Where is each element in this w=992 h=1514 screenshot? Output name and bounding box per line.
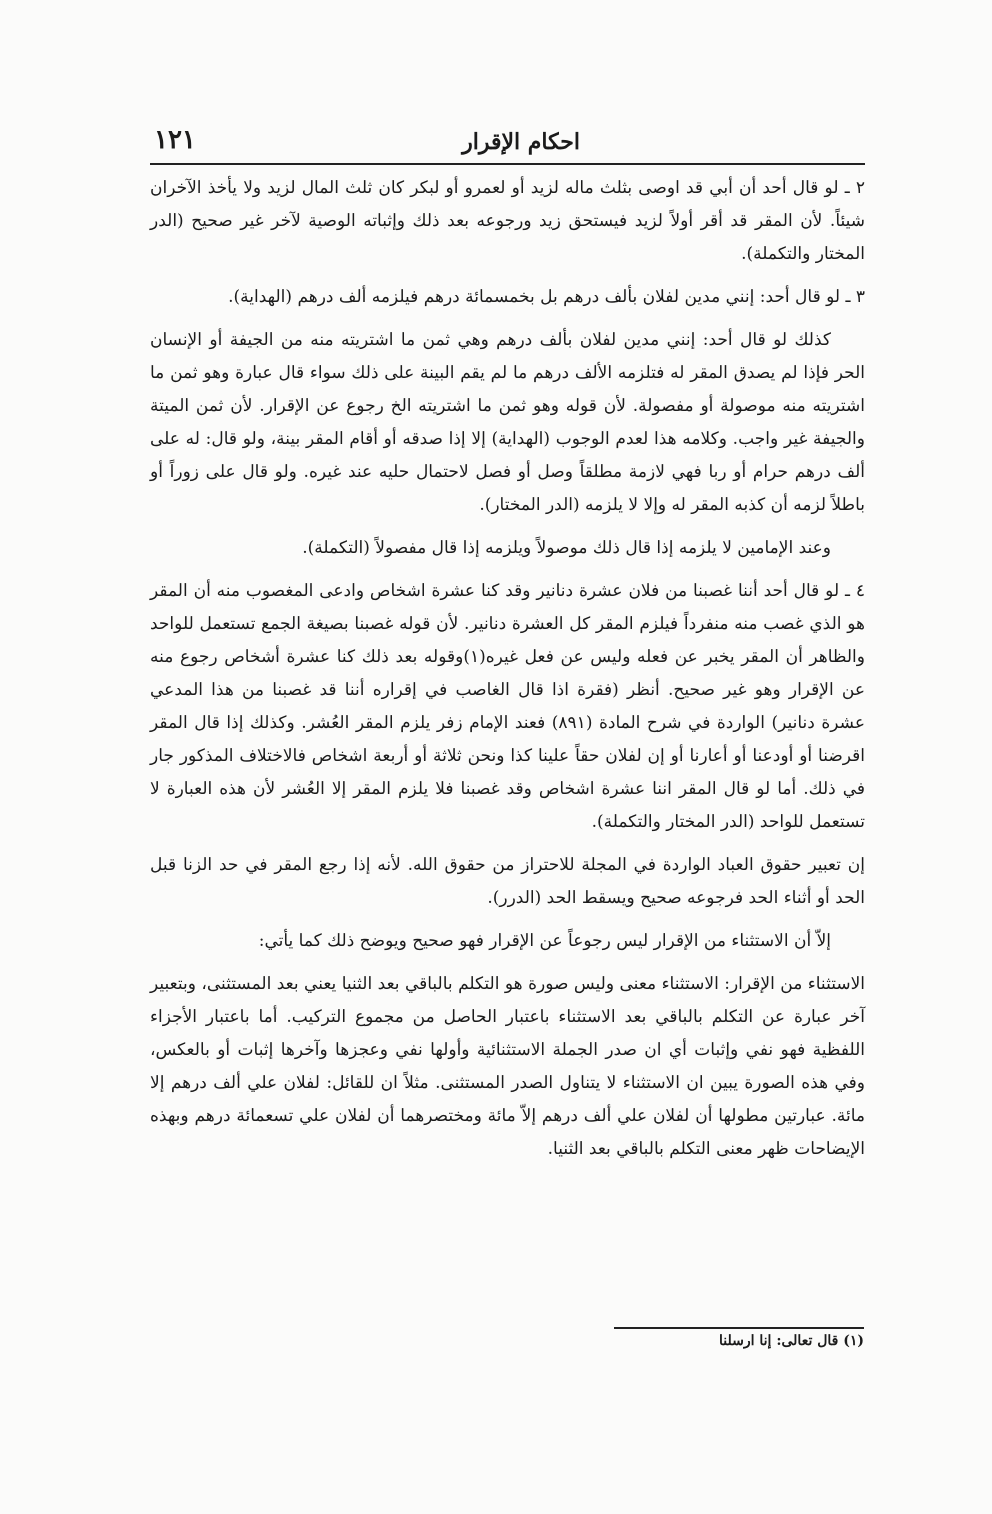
running-title: احكام الإقرار [462, 129, 580, 155]
page-number: ١٢١ [154, 125, 196, 155]
footnote: (١) قال تعالى: إنا ارسلنا [719, 1333, 864, 1349]
paragraph-two-imams: وعند الإمامين لا يلزمه إذا قال ذلك موصولاً ويلزمه إذا قال مفصولاً (التكملة). [302, 538, 831, 558]
body-text [150, 172, 865, 1176]
footnote-rule [614, 1327, 864, 1329]
page-header [150, 125, 865, 165]
paragraph-price-of-carrion: كذلك لو قال أحد: إنني مدين لفلان بألف درهم وهي ثمن ما اشتريته منه من الجيفة أو الإنسان الحر فإذا لم يصدق المقر له فتلزمه الألف درهم ما لم يقم البينة على ذلك سواء قال عبارة وهو ثمن ما اشتريته منه موصولة أو مفصولة. لأن قوله وهو ثمن ما اشتريته الخ رجوع عن الإقرار. لأن ثمن الميتة والجيفة غير واجب. وكلامه هذا لعدم الوجوب (الهداية) إلا إذا صدقه أو أقام المقر بينة، ولو قال: له على ألف درهم حرام أو ربا فهي لازمة مطلقاً وصل أو فصل لاحتمال حليه عند غيره. ولو قال على زوراً أو باطلاً لزمه أن كذبه المقر له وإلا لا يلزمه (الدر المختار). [150, 330, 866, 515]
paragraph-item-2: ٢ ـ لو قال أحد أن أبي قد اوصى بثلث ماله لزيد أو لعمرو أو لبكر كان ثلث المال لزيد ولا يأخذ الآخران شيئاً. لأن المقر قد أقر أولاً لزيد فيستحق زيد ورجوعه بعد ذلك وإثباته الوصية لآخر غير صحيح (الدر المختار والتكملة). [150, 178, 865, 264]
paragraph-item-4: ٤ ـ لو قال أحد أننا غصبنا من فلان عشرة دنانير وقد كنا عشرة اشخاص وادعى المغصوب منه أن المقر هو الذي غصب منه منفرداً فيلزم المقر كل العشرة دنانير. لأن قوله غصبنا بصيغة الجمع تستعمل للواحد والظاهر أن المقر يخبر عن فعله وليس عن فعل غيره(١)وقوله بعد ذلك كنا عشرة أشخاص رجوع منه عن الإقرار وهو غير صحيح. أنظر (فقرة اذا قال الغاصب في إقراره أننا قد غصبنا من هذا المدعي عشرة دنانير) الواردة في شرح المادة (٨٩١) فعند الإمام زفر يلزم المقر العُشر. وكذلك إذا قال المقر اقرضنا أو أودعنا أو أعارنا أو إن لفلان حقاً علينا كذا ونحن ثلاثة أو أربعة اشخاص فالاختلاف المذكور جار في ذلك. أما لو قال المقر اننا عشرة اشخاص وقد غصبنا فلا يلزم المقر إلا العُشر لأن هذه العبارة لا تستعمل للواحد (الدر المختار والتكملة). [150, 581, 865, 832]
paragraph-exception-definition: الاستثناء من الإقرار: الاستثناء معنى وليس صورة هو التكلم بالباقي بعد الثنيا يعني بعد المستثنى، وبتعبير آخر عبارة عن التكلم بالباقي بعد الاستثناء باعتبار الحاصل من مجموع التركيب. أما باعتبار الأجزاء اللفظية فهو نفي وإثبات أي ان صدر الجملة الاستثنائية وأولها نفي وعجزها وآخرها إثبات أو بالعكس، وفي هذه الصورة يبين ان الاستثناء لا يتناول الصدر المستثنى. مثلاً ان للقائل: لفلان علي ألف درهم إلا مائة. عبارتين مطولها أن لفلان علي ألف درهم إلاّ مائة ومختصرهما أن لفلان علي تسعمائة درهم وبهذه الإيضاحات ظهر معنى التكلم بالباقي بعد الثنيا. [150, 974, 865, 1159]
paragraph-exception-intro: إلاّ أن الاستثناء من الإقرار ليس رجوعاً عن الإقرار فهو صحيح ويوضح ذلك كما يأتي: [258, 931, 831, 951]
paragraph-rights-of-servants: إن تعبير حقوق العباد الواردة في المجلة للاحتراز من حقوق الله. لأنه إذا رجع المقر في حد الزنا قبل الحد أو أثناء الحد فرجوعه صحيح ويسقط الحد (الدرر). [150, 855, 865, 908]
header-rule [150, 163, 865, 165]
paragraph-item-3: ٣ ـ لو قال أحد: إنني مدين لفلان بألف درهم بل بخمسمائة درهم فيلزمه ألف درهم (الهداية). [228, 287, 865, 307]
